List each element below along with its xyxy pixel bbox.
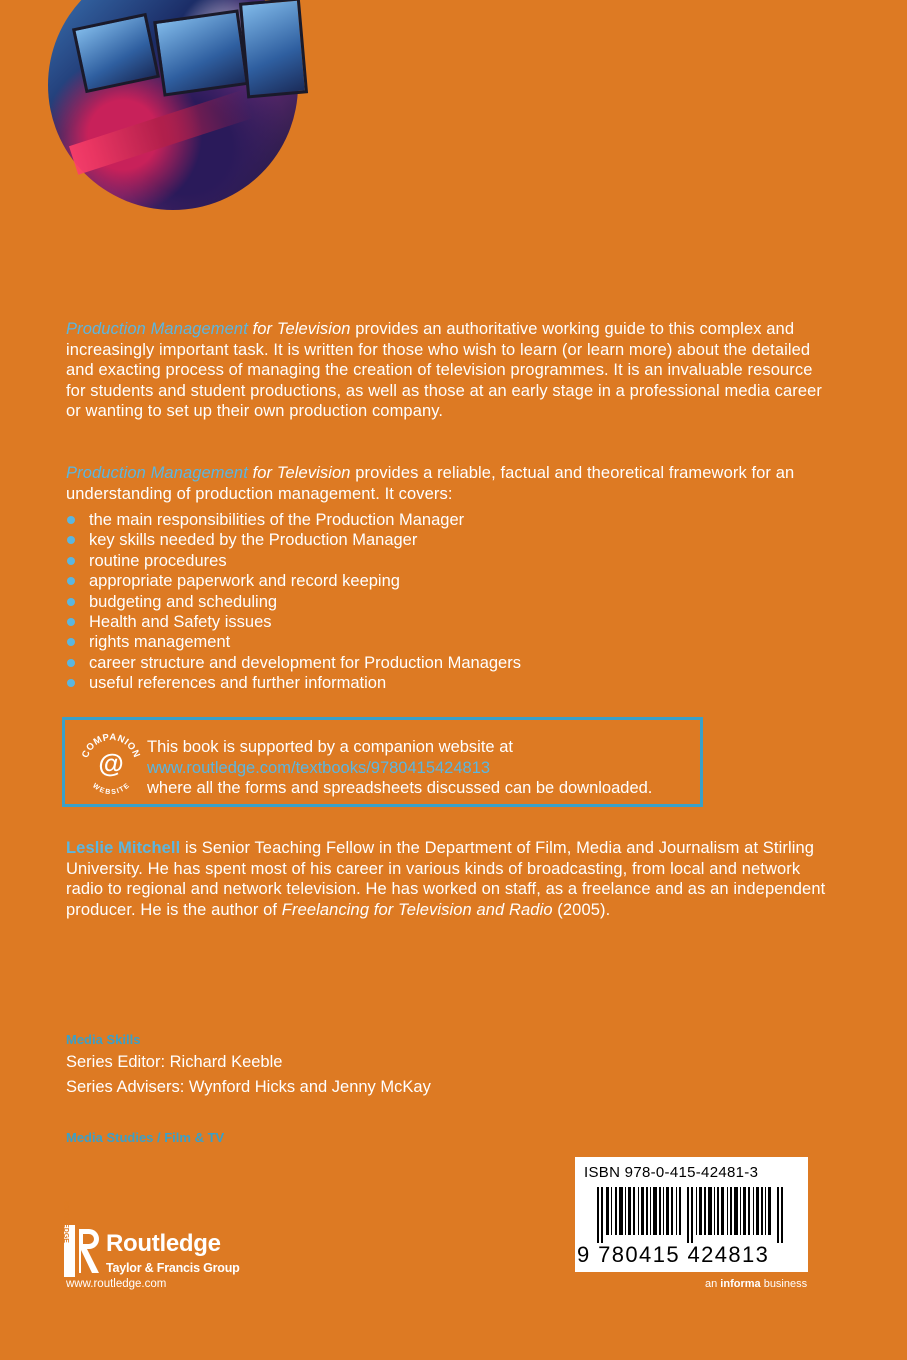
companion-website-icon xyxy=(77,728,145,796)
isbn-label: ISBN 978-0-415-42481-3 xyxy=(584,1164,759,1181)
subject-category: Media Studies / Film & TV xyxy=(66,1130,225,1145)
description-paragraph-1 xyxy=(66,319,826,422)
series-advisers: Series Advisers: Wynford Hicks and Jenny McKay xyxy=(66,1078,431,1096)
author-book-year: (2005). xyxy=(552,900,611,919)
tv-monitor-graphic xyxy=(72,13,160,93)
series-heading: Media Skills xyxy=(66,1032,141,1047)
list-item: routine procedures xyxy=(66,551,826,571)
bullet-icon xyxy=(67,557,75,565)
at-symbol-icon: @ xyxy=(98,748,124,778)
svg-text:WEBSITE: WEBSITE xyxy=(90,782,132,796)
author-book-title: Freelancing for Television and Radio xyxy=(281,900,553,919)
book-title-tail: for Television xyxy=(247,320,351,338)
companion-line-1: This book is supported by a companion website at xyxy=(147,738,513,756)
author-bio xyxy=(66,838,826,920)
description-paragraph-2 xyxy=(66,463,826,504)
author-bio-text: is Senior Teaching Fellow in the Department of Film, Media and Journalism at Stirling University. He has spent most of his career in various kinds of broadcasting, from local and network radio to regional and network television. He has worked on staff, as a freelance and as an independent producer. He is the author of xyxy=(66,839,826,919)
isbn-digits: 9 780415 424813 xyxy=(577,1242,770,1267)
list-item: rights management xyxy=(66,632,826,652)
bullet-icon xyxy=(67,598,75,606)
publisher-name: Routledge xyxy=(106,1230,221,1257)
book-title-accent: Production Management xyxy=(66,464,248,482)
routledge-logo-icon xyxy=(62,1199,104,1277)
paragraph-text: provides a reliable, factual and theoretical framework for an understanding of production management. It covers: xyxy=(66,464,795,503)
bullet-icon xyxy=(67,679,75,687)
bullet-icon xyxy=(67,659,75,667)
bullet-icon xyxy=(67,536,75,544)
companion-url-link[interactable]: www.routledge.com/textbooks/9780415424813 xyxy=(147,758,491,777)
informa-brand: informa xyxy=(720,1278,761,1290)
tv-monitor-graphic xyxy=(153,9,249,96)
list-item: Health and Safety issues xyxy=(66,612,826,632)
list-item: budgeting and scheduling xyxy=(66,592,826,612)
covers-list xyxy=(66,510,826,694)
companion-text xyxy=(147,737,652,799)
companion-line-3: where all the forms and spreadsheets discussed can be downloaded. xyxy=(147,779,653,797)
publisher-group: Taylor & Francis Group xyxy=(106,1261,240,1275)
svg-text:COMPANION: COMPANION xyxy=(79,731,143,760)
list-item: appropriate paperwork and record keeping xyxy=(66,571,826,591)
bullet-icon xyxy=(67,577,75,585)
book-title-accent: Production Management xyxy=(66,320,248,338)
barcode-icon xyxy=(597,1187,785,1243)
list-item: the main responsibilities of the Production Manager xyxy=(66,510,826,530)
list-item: career structure and development for Production Managers xyxy=(66,653,826,673)
companion-website-box xyxy=(62,717,703,807)
svg-text:ROUTLEDGE: ROUTLEDGE xyxy=(62,1199,69,1243)
bullet-icon xyxy=(67,516,75,524)
list-item: key skills needed by the Production Manager xyxy=(66,530,826,550)
bullet-icon xyxy=(67,638,75,646)
bullet-icon xyxy=(67,618,75,626)
book-title-tail: for Television xyxy=(247,464,351,482)
informa-business-note: an informa business xyxy=(705,1278,808,1290)
author-name: Leslie Mitchell xyxy=(66,839,181,857)
series-editor: Series Editor: Richard Keeble xyxy=(66,1053,283,1071)
isbn-barcode-box xyxy=(575,1157,808,1272)
list-item: useful references and further information xyxy=(66,673,826,693)
cover-photo-circle xyxy=(48,0,298,210)
publisher-url[interactable]: www.routledge.com xyxy=(66,1278,167,1290)
paragraph-text: provides an authoritative working guide to this complex and increasingly important task. It is written for those who wish to learn (or learn more) about the detailed and exacting process of managing the creation of television programmes. It is an invaluable resource for students and student productions, as well as those at an early stage in a professional media career or wanting to set up their own production company. xyxy=(66,320,822,420)
